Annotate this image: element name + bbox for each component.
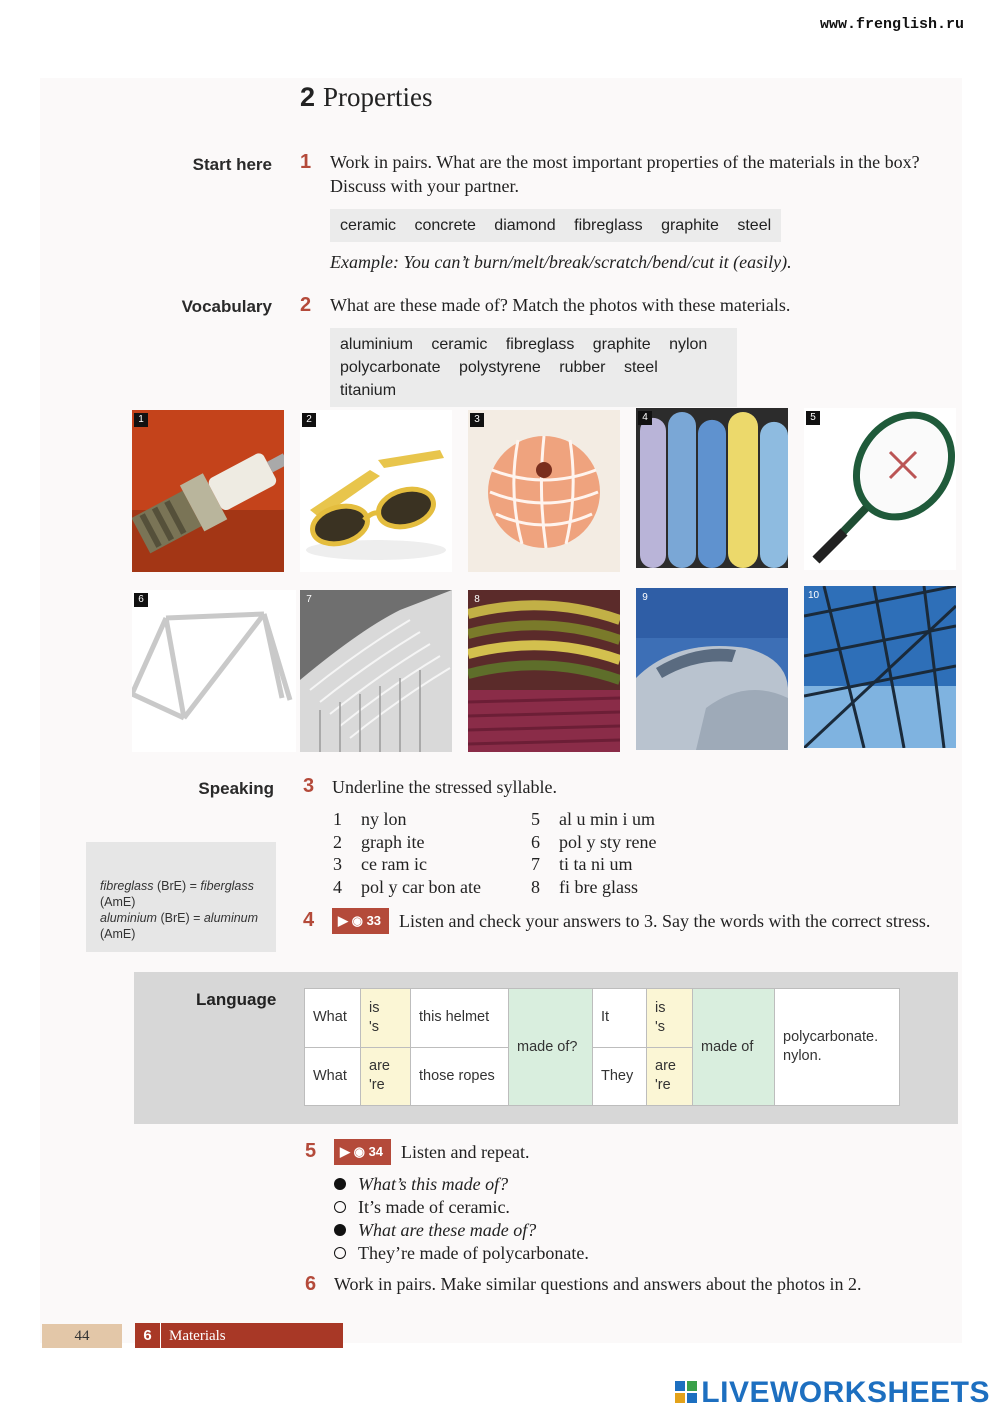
dialogue-question: What’s this made of?: [334, 1173, 589, 1196]
spelling-note: fibreglass (BrE) = fiberglass (AmE) aluminium (BrE) = aluminum (AmE): [86, 842, 276, 952]
photo-number-badge: 9: [642, 592, 648, 603]
site-url: www.frenglish.ru: [819, 16, 964, 33]
open-dot-icon: [334, 1201, 346, 1213]
photo-steel-glass-roof: [804, 586, 956, 748]
photo-tennis-racket: [804, 408, 956, 570]
syllable-list-right: [531, 808, 656, 898]
filled-dot-icon: [334, 1178, 346, 1190]
photo-number-badge: 5: [806, 411, 820, 425]
photo-aircraft: [636, 588, 788, 750]
exercise-5-instruction: ▶ ◉ 34 Listen and repeat.: [334, 1139, 934, 1165]
label-start-here: Start here: [192, 155, 272, 174]
label-language: Language: [196, 990, 277, 1009]
list-item: 2 graph ite: [333, 831, 425, 852]
photo-bicycle-frame: [132, 590, 296, 752]
photo-surfboards: [636, 408, 788, 568]
word: aluminium: [340, 336, 413, 353]
photo-fruit-in-foam-net: [468, 410, 620, 572]
word: concrete: [414, 217, 476, 234]
dialogue: [334, 1173, 589, 1265]
audio-track-button[interactable]: ▶ ◉ 34: [334, 1139, 391, 1165]
photo-number-badge: 10: [808, 590, 820, 601]
syllable-list-left: [333, 808, 481, 898]
exercise-6-number: 6: [305, 1273, 317, 1295]
photo-number-badge: 8: [474, 594, 480, 605]
photo-number-badge: 4: [638, 411, 652, 425]
exercise-4-number: 4: [303, 909, 315, 931]
word: diamond: [494, 217, 556, 234]
liveworksheets-logo: LIVEWORKSHEETS: [675, 1376, 990, 1410]
unit-number: 6: [135, 1323, 161, 1348]
photo-number-badge: 7: [306, 594, 312, 605]
word: rubber: [559, 359, 606, 376]
list-item: 3 ce ram ic: [333, 854, 427, 874]
word: fibreglass: [574, 217, 643, 234]
exercise-1-number: 1: [300, 151, 312, 173]
list-item: 5 al u min i um: [531, 809, 655, 829]
list-item: 7 ti ta ni um: [531, 854, 633, 874]
word: fibreglass: [505, 336, 575, 353]
photo-sunglasses: [300, 410, 452, 572]
photo-number-badge: 2: [302, 413, 316, 427]
photo-spark-plug: [132, 410, 284, 572]
exercise-4-instruction: ▶ ◉ 33 Listen and check your answers to 3. Say the words with the correct stress.: [332, 908, 947, 934]
dialogue-question: What are these made of?: [334, 1219, 589, 1242]
label-vocabulary: Vocabulary: [181, 297, 272, 316]
exercise-3-number: 3: [303, 775, 315, 797]
dialogue-answer: They’re made of polycarbonate.: [334, 1242, 589, 1265]
word: steel: [623, 359, 658, 376]
photo-number-badge: 3: [470, 413, 484, 427]
word: graphite: [592, 336, 651, 353]
photo-number-badge: 6: [134, 593, 148, 607]
word: nylon: [669, 336, 708, 353]
exercise-2-word-box: [330, 328, 737, 407]
exercise-1-word-box: [330, 209, 781, 242]
word: polystyrene: [458, 359, 541, 376]
photo-ropes: [468, 590, 620, 752]
list-item: 4 pol y car bon ate: [333, 876, 481, 897]
exercise-2-instruction: What are these made of? Match the photos with these materials.: [330, 295, 791, 315]
word: polycarbonate: [340, 359, 441, 376]
exercise-6-instruction: Work in pairs. Make similar questions and answers about the photos in 2.: [334, 1274, 862, 1294]
open-dot-icon: [334, 1247, 346, 1259]
list-item: 8 fi bre glass: [531, 876, 638, 897]
word: ceramic: [340, 217, 397, 234]
word: ceramic: [431, 336, 488, 353]
page-number: 44: [42, 1324, 122, 1348]
exercise-1-instruction: Work in pairs. What are the most important properties of the materials in the box? Discuss with your partner.: [330, 152, 920, 196]
exercise-3-instruction: Underline the stressed syllable.: [332, 777, 557, 797]
filled-dot-icon: [334, 1224, 346, 1236]
liveworksheets-grid-icon: [675, 1381, 697, 1403]
word: titanium: [340, 382, 397, 399]
exercise-5-number: 5: [305, 1140, 317, 1162]
audio-track-button[interactable]: ▶ ◉ 33: [332, 908, 389, 934]
unit-title-text: Properties: [323, 82, 433, 112]
list-item: 1 ny lon: [333, 809, 407, 829]
word: graphite: [661, 217, 719, 234]
unit-bar: [135, 1323, 343, 1348]
label-speaking: Speaking: [198, 779, 274, 798]
unit-name: Materials: [169, 1328, 226, 1344]
dialogue-answer: It’s made of ceramic.: [334, 1196, 589, 1219]
word: steel: [737, 217, 772, 234]
table-row: What is 's this helmet made of? It is 's made of polycarbonate. nylon.: [305, 989, 900, 1048]
exercise-2-number: 2: [300, 294, 312, 316]
exercise-1-example: Example: You can’t burn/melt/break/scratch/bend/cut it (easily).: [330, 252, 792, 272]
list-item: 6 pol y sty rene: [531, 831, 657, 852]
page-title: [300, 82, 433, 113]
unit-title-number: 2: [300, 82, 316, 112]
grammar-table: [304, 988, 900, 1106]
photo-plastic-fibres: [300, 590, 452, 752]
photo-number-badge: 1: [134, 413, 148, 427]
table-row: What are 're those ropes They are 're: [305, 1047, 900, 1106]
